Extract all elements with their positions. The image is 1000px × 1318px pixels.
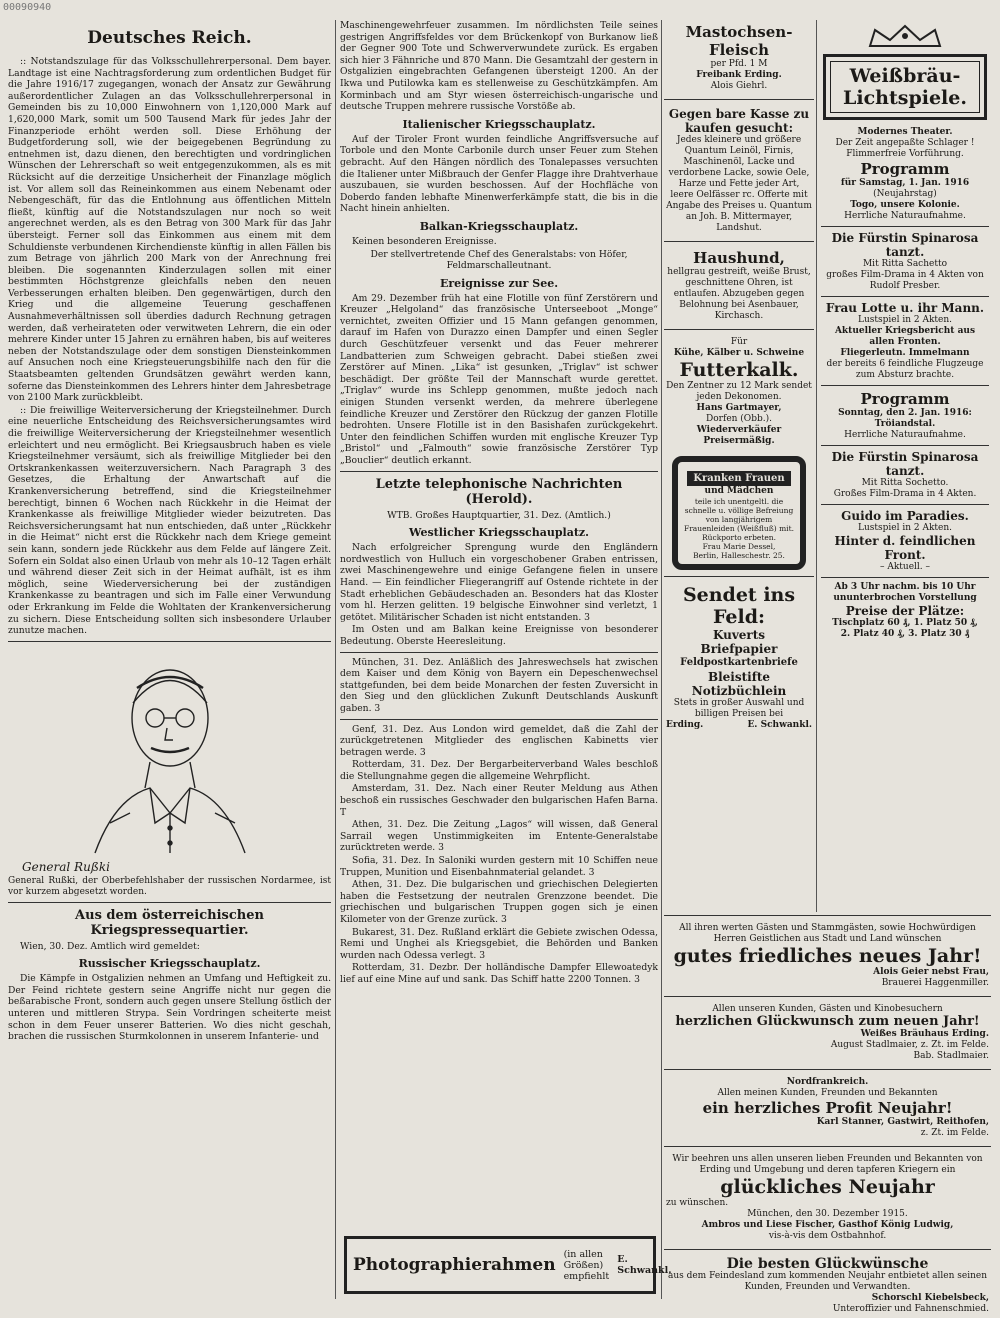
ad-oil-wanted: [664, 104, 814, 237]
subheading: Russischer Kriegsschauplatz.: [78, 957, 261, 971]
ad-headline: Die besten Glückwünsche: [726, 1256, 929, 1272]
article-paragraph: :: Notstandszulage für das Volksschullehrerpersonal. Dem bayer. Landtage ist eine Nachtragsforderung zum ordentlichen Budget für die Jahre 1916/17 zugegangen, wonach der Ansatz zur Gewährung außerordentlicher Zulagen an das Volksschullehrerpersonal in Gemeinden bis zu 10,000 Einwohnern von 1,120,000 Mark auf 1,620,000 Mark, somit um 500 Tausend Mark für jedes Jahr der Finanzperiode erhöht werden soll. Diese Erhöhung der Budgetforderung soll, wie der beigegebenen Begründung zu entnehmen ist, dazu dienen, den berechtigten und vordringlichen Wünschen der Lehrerschaft so weit entgegenzukommen, als es mit Rücksicht auf die derzeitige Unsicherheit der Finanzlage möglich ist. Vor allem soll das Reineinkommen aus einem Nebenamt oder Nebengeschäft, für das die Entlohnung aus öffentlichen Mitteln fließt, künftig auf die Notstandszulagen nur noch so weit angerechnet werden, als es den Betrag von 300 Mark für das Jahr übersteigt. Ferner soll das Einkommen aus einem mit dem Schuldienste verbundenen Kirchendienste künftig in allen Fällen bis zum Betrage von jährlich 200 Mark von der Anrechnung frei bleiben. Die sogenannten Kinderzulagen sollen mit einer bestimmten Höchstgrenze gleichfalls neben den neuen Verbesserungen erhalten bleiben. Den gegenwärtigen, durch den Krieg und die allgemeine Teuerung geschaffenen Ausnahmeverhältnissen soll überdies dadurch Rechnung getragen werden, daß verheirateten oder verwitweten Lehrern, die ein oder mehrere Kinder unter 15 Jahren zu ernähren haben, bis auf weiteres neben der Notstandszulage oder dem sonstigen Diensteinkommen auf Ansuchen noch eine Kriegsteuerungsbihilfe nach den für die Staatsbeamten geltenden Grundsätzen gewährt werden kann, soferne das Diensteinkommen des Lehrers hinter dem Jahresbetrage von 2100 Mark zurückbleibt.: [8, 56, 331, 404]
ad-text: Mit Ritta Sachetto: [862, 259, 948, 269]
ad-text: Allen unseren Kunden, Gästen und Kinobesuchern: [712, 1004, 943, 1014]
greeting-geier: [664, 920, 991, 992]
ad-headline: Frau Lotte u. ihr Mann.: [825, 301, 985, 315]
article-paragraph: Nach erfolgreicher Sprengung wurde den Engländern nordwestlich von Hulluch ein vorgeschobener Graben entrissen, zwei Maschinengewehre und einige Gefangene fielen in unsere Hand. — Ein feindlicher Fliegerangriff auf Ostende richtete in der Stadt erheblichen Gebäudeschaden an. Besonders hat das Kloster vom hl. Herzen gelitten. 19 belgische Einwohner sind verletzt, 1 getötet. Militärischer Schaden ist nicht entstanden. 3: [340, 542, 658, 623]
subheading: Ereignisse zur See.: [439, 276, 559, 290]
greeting-stanner: [664, 1074, 991, 1142]
divider: [664, 576, 814, 577]
ad-photo-frames: [344, 1236, 672, 1294]
subheading: Italienischer Kriegsschauplatz.: [402, 117, 596, 131]
dateline: WTB. Großes Hauptquartier, 31. Dez. (Amtlich.): [387, 509, 611, 521]
ad-text: Sonntag, den 2. Jan. 1916:: [838, 408, 972, 418]
divider: [340, 719, 658, 720]
greetings-block: [664, 915, 991, 1314]
ad-text: für Samstag, 1. Jan. 1916: [840, 178, 970, 188]
ad-text: (Neujahrstag): [873, 189, 937, 199]
divider: [821, 577, 989, 578]
ad-headline: herzlichen Glückwunsch zum neuen Jahr!: [675, 1014, 980, 1029]
ad-text: per Pfd. 1 M: [710, 59, 768, 69]
ad-headline: Die Fürstin Spinarosa tanzt.: [831, 231, 979, 259]
ad-text: großes Film-Drama in 4 Akten von Rudolf Presber.: [826, 270, 984, 291]
news-item: Rotterdam, 31. Dez. Der Bergarbeiterverband Wales beschloß die Stellungnahme gegen die allgemeine Wehrpflicht.: [340, 759, 658, 782]
divider: [340, 652, 658, 653]
column-2: [340, 20, 658, 1227]
ad-signature: z. Zt. im Felde.: [920, 1128, 989, 1138]
news-item: Athen, 31. Dez. Die bulgarischen und griechischen Delegierten haben die Festsetzung der neutralen Grenzzone beendet. Die griechischen und bulgarischen Truppen gogen sich je einen Kilometer von der Grenze zurück. 3: [340, 879, 658, 925]
ad-text: Kühe, Kälber u. Schweine: [673, 348, 805, 358]
divider: [821, 296, 989, 297]
ad-firm: E. Schwankl.: [617, 1254, 672, 1276]
ad-item: Kuverts: [712, 628, 766, 642]
article-paragraph: Im Osten und am Balkan keine Ereignisse von besonderer Bedeutung. Oberste Heeresleitung.: [340, 624, 658, 647]
news-item: Bukarest, 31. Dez. Rußland erklärt die Gebiete zwischen Odessa, Remi und Unghei als Kriegsgebiet, die Behörden und Banken wurden nach Odessa verlegt. 3: [340, 926, 658, 961]
section-title: Letzte telephonische Nachrichten (Herold).: [375, 476, 623, 507]
ad-signature: Bab. Stadlmaier.: [913, 1051, 989, 1061]
ad-firm: Hans Gartmayer,: [696, 403, 782, 413]
ad-text: (in allen Größen) empfiehlt: [563, 1248, 610, 1282]
ad-text: Stets in großer Auswahl und billigen Preisen bei: [673, 698, 805, 719]
ad-text: Allen meinen Kunden, Freunden und Bekannten: [717, 1088, 938, 1098]
ad-headline: Sendet ins Feld:: [682, 584, 796, 628]
ad-text: zu wünschen.: [666, 1198, 729, 1208]
ad-item: Notizbüchlein: [691, 684, 787, 698]
divider: [664, 1069, 991, 1070]
news-item: Genf, 31. Dez. Aus London wird gemeldet, daß die Zahl der zurückgetretenen Mitglieder des englischen Kabinetts vier betragen werde. 3: [340, 723, 658, 758]
ad-dog-lost: [664, 246, 814, 325]
ad-feed-lime: [664, 334, 814, 450]
ad-text: Alois Giehrl.: [710, 81, 768, 91]
ad-text: Togo, unsere Kolonie.: [850, 200, 960, 210]
column-4-cinema: [819, 20, 991, 912]
divider: [664, 915, 991, 916]
dateline: Wien, 30. Dez. Amtlich wird gemeldet:: [20, 940, 200, 952]
ad-women-health: [672, 456, 806, 570]
ad-headline: Preise der Plätze:: [845, 604, 965, 618]
ad-text: Dorfen (Obb.).: [706, 414, 772, 424]
ad-text: Herrliche Naturaufnahme.: [844, 211, 966, 221]
ad-item: Briefpapier: [700, 642, 778, 656]
ad-signature: Unteroffizier und Fahnenschmied.: [832, 1304, 989, 1314]
divider: [664, 1146, 991, 1147]
ad-text: Frau Marie Dessel,: [702, 542, 776, 551]
ad-text: Freibank Erding.: [696, 70, 782, 80]
ad-headline: ein herzliches Profit Neujahr!: [702, 1099, 953, 1117]
article-paragraph: Die Kämpfe in Ostgalizien nehmen an Umfang und Heftigkeit zu. Der Feind richtete gestern seine Angriffe nicht nur gegen die beßarabische Front, sondern auch gegen unsere Stellung östlich der unteren und mittleren Strypa. Sein Vordringen scheiterte meist schon in dem Feuer unserer Batterien. Wo dies nicht geschah, brachen die russischen Sturmkolonnen in unserem Infanterie- und: [8, 973, 331, 1043]
article-paragraph: Auf der Tiroler Front wurden feindliche Angriffsversuche auf Torbole und den Monte Carbonile durch unser Feuer zum Stehen gebracht. Auf den Hängen nördlich des Tonalepasses versuchten die Italiener unter Mißbrauch der Genfer Flagge ihre Drahtverhaue auszubauen, sie wurden beschossen. Auf der Hochfläche von Doberdo fanden lebhafte Minenwerferkämpfe statt, die bis in die Nacht hinein anhielten.: [340, 133, 658, 215]
ad-text: – Aktuell. –: [879, 562, 931, 572]
article-paragraph: :: Die freiwillige Weiterversicherung der Kriegsteilnehmer. Durch eine neuerliche Entscheidung des Reichsversicherungsamtes wird die freiwillige Weiterversicherung der Kriegsteilnehmer wesentlich erleichtert und neu ermöglicht. Bei Kriegsausbruch haben es viele Kriegsteilnehmer versäumt, sich als freiwillige Mitglieder bei den Ortskrankenkassen weiterzuversichern. Nach Paragraph 3 des Gesetzes, die Erhaltung der Anwartschaft auf die Krankenversicherung betreffend, sind die Kriegsteilnehmer berechtigt, binnen 6 Wochen nach Rückkehr in die Heimat der Krankenkasse als freiwillige Mitglieder wieder beizutreten. Das Reichsversicherungsamt hat nun entschieden, daß unter „Rückkehr in die Heimat“ nicht erst die Rückkehr nach dem Kriege gemeint sein kann, sondern jede Rückkehr aus dem Felde auf längere Zeit. Sofern ein Soldat also einen Urlaub von mehr als 10–12 Tagen erhält und während dieser Zeit sich in der Heimat aufhält, ist es ihm möglich, seine Wiederversicherung bei der zuständigen Krankenkasse zu beantragen und sich im Falle einer Verwundung oder Erkrankung im Felde die Wohltaten der Krankenversicherung zu sichern. Diese Entscheidung sollten sich insbesondere Urlauber zunutze machen.: [8, 404, 331, 637]
ad-text: und Mädchen: [704, 486, 774, 496]
ad-headline: Haushund,: [693, 249, 785, 267]
divider: [821, 226, 989, 227]
ad-text: Jedes kleinere und größere Quantum Leinöl, Firnis, Maschinenöl, Lacke und verdorbene Lacke, sowie Oele, Harze und Fette jeder Art, leere Oelfässer rc. Offerte mit Angabe des Preises u. Quantum an Joh. B. Mittermayer, Landshut.: [666, 135, 812, 233]
section-title: Deutsches Reich.: [87, 28, 252, 48]
ad-text: teile ich unentgeltl. die schnelle u. völlige Befreiung von langjährigem Frauenleiden (Weißfluß) mit. Rückporto erbeten.: [684, 497, 794, 542]
column-3-ads: [664, 20, 814, 912]
subheading: Balkan-Kriegsschauplatz.: [419, 219, 579, 233]
ad-item: Bleistifte: [707, 670, 771, 684]
crown-icon: [860, 24, 950, 50]
portrait-signature: General Rußki: [22, 859, 110, 874]
ad-text: Den Zentner zu 12 Mark sendet jeden Dekonomen.: [666, 381, 812, 402]
ad-signature: Karl Stanner, Gastwirt, Reithofen,: [816, 1117, 989, 1127]
ad-text: aus dem Feindesland zum kommenden Neujahr entbietet allen seinen Kunden, Freunden und Verwandten.: [667, 1271, 988, 1292]
ad-text: Lustspiel in 2 Akten.: [857, 523, 952, 533]
greeting-kiebelsbeck: [664, 1254, 991, 1318]
ad-text: 2. Platz 40 ₰, 3. Platz 30 ₰: [840, 629, 970, 639]
greeting-weisses-brauhaus: [664, 1001, 991, 1065]
divider: [664, 99, 814, 100]
news-item: Sofia, 31. Dez. In Saloniki wurden gestern mit 10 Schiffen neue Truppen, Munition und Eisenbahnmaterial gelandet. 3: [340, 855, 658, 878]
portrait-illustration: [8, 648, 331, 858]
ad-text: All ihren werten Gästen und Stammgästen, sowie Hochwürdigen Herren Geistlichen aus Stadt und Land wünschen: [679, 923, 976, 944]
ad-send-to-field: [664, 581, 814, 734]
ad-meat: [664, 20, 814, 95]
divider: [821, 445, 989, 446]
divider: [8, 641, 331, 642]
cinema-program: [819, 124, 991, 643]
ad-signature: Weißes Bräuhaus Erding.: [860, 1029, 989, 1039]
divider: [664, 329, 814, 330]
ad-text: Großes Film-Drama in 4 Akten.: [833, 489, 977, 499]
divider: [821, 504, 989, 505]
news-item: Rotterdam, 31. Dezbr. Der holländische Dampfer Ellewoatedyk lief auf eine Mine auf und sank. Das Schiff hatte 2200 Tonnen. 3: [340, 962, 658, 985]
column-rule: [816, 20, 817, 912]
divider: [664, 1249, 991, 1250]
ad-headline: Futterkalk.: [679, 359, 799, 381]
ad-signature: Ambros und Liese Fischer, Gasthof König Ludwig,: [701, 1220, 954, 1230]
ad-headline: Kranken Frauen: [687, 471, 790, 486]
ad-signature: Schorschl Kiebelsbeck,: [871, 1293, 989, 1303]
article-paragraph: Am 29. Dezember früh hat eine Flotille von fünf Zerstörern und Kreuzer „Helgoland“ das französische Unterseeboot „Monge“ vernichtet, zweiten Offizier und 15 Mann gefangen genommen, darauf im Hafen von Durazzo einen Dampfer und einen Segler durch Geschützfeuer versenkt und das Feuer mehrerer Landbatterien zum Schweigen gebracht. Dabei stießen zwei Zerstörer auf Minen. „Lika“ ist gesunken, „Triglav“ ist schwer beschädigt. Der größte Teil der Mannschaft wurde gerettet. „Triglav“ wurde ins Schlepp genommen, mußte jedoch nach einigen Stunden versenkt werden, da mehrere überlegene feindliche Kreuzer und Zerstörer den Rückzug der ganzen Flotille bedrohten. Unsere Flotille ist in den Basishafen zurückgekehrt. Unter den feindlichen Schiffen wurden mit englische Kreuzer Typ „Bristol“ und „Falmouth“ sowie französische Zerstörer Typ „Bouclier“ deutlich erkannt.: [340, 292, 658, 466]
ad-text: Berlin, Halleschestr. 25.: [693, 551, 785, 560]
portrait-drawing: [55, 648, 285, 858]
subheading: Westlicher Kriegsschauplatz.: [409, 526, 589, 540]
ad-item: Feldpostkartenbriefe: [680, 657, 798, 668]
ad-signature: vis-à-vis dem Ostbahnhof.: [768, 1231, 887, 1241]
ad-text: der bereits 6 feindliche Flugzeuge zum Absturz brachte.: [826, 359, 984, 380]
ad-headline: Photographierahmen: [353, 1255, 556, 1275]
ad-headline: Hinter d. feindlichen Front.: [834, 534, 976, 562]
ad-text: Für: [730, 337, 748, 347]
ad-text: Lustspiel in 2 Akten.: [857, 315, 952, 325]
ad-text: Wir beehren uns allen unseren lieben Freunden und Bekannten von Erding und Umgebung und deren tapferen Kriegern ein: [672, 1154, 983, 1175]
article-paragraph: Der stellvertretende Chef des Generalstabs: von Höfer, Feldmarschalleutnant.: [370, 248, 628, 272]
ad-title: Nordfrankreich.: [786, 1077, 869, 1087]
ad-text: Wiederverkäufer Preisermäßig.: [696, 425, 782, 446]
crown-ornament: [819, 24, 991, 50]
ad-text: Ab 3 Uhr nachm. bis 10 Uhr ununterbrochen Vorstellung: [833, 582, 977, 603]
page-id: 00090940: [3, 2, 52, 13]
ad-text: hellgrau gestreift, weiße Brust, geschnittene Ohren, ist entlaufen. Abzugeben gegen Belohnung bei Asenbauer, Kirchasch.: [667, 267, 811, 321]
ad-signature: Brauerei Haggenmiller.: [881, 978, 989, 988]
ad-text: Erding.: [666, 720, 704, 730]
divider: [340, 471, 658, 472]
cinema-title-box: [823, 54, 987, 120]
ad-headline: Die Fürstin Spinarosa tanzt.: [831, 450, 979, 478]
ad-headline: Guido im Paradies.: [841, 509, 969, 523]
ad-text: Flimmerfreie Vorführung.: [846, 149, 964, 159]
news-item: München, 31. Dez. Anläßlich des Jahreswechsels hat zwischen dem Kaiser und dem König von Bayern ein Depeschenwechsel stattgefunden, bei dem beide Monarchen der festen Zuversicht in den Sieg und den glücklichen Zukunft Deutschlands Auskunft gaben. 3: [340, 656, 658, 714]
ad-text: Der Zeit angepaßte Schlager !: [835, 138, 975, 148]
column-rule: [335, 20, 336, 1299]
ad-text: Aktueller Kriegsbericht aus allen Fronten.: [834, 326, 976, 347]
ad-firm: E. Schwankl.: [747, 720, 812, 730]
divider: [821, 385, 989, 386]
divider: [8, 902, 331, 903]
ad-signature: Alois Geier nebst Frau,: [873, 967, 989, 977]
article-paragraph: Maschinengewehrfeuer zusammen. Im nördlichsten Teile seines gestrigen Angriffsfeldes vor dem Brückenkopf von Burkanow ließ der Gegner 900 Tote und Schwerverwundete zurück. Es ergaben sich hier 3 Fähnriche und 870 Mann. Die Gesamtzahl der gestern in Ostgalizien eingebrachten Gefangenen übersteigt 1200. An der Ikwa und Putilowka kam es stellenweise zu Geschützkämpfen. Am Korminbach und am Styr wiesen österreichisch-ungarische und deutsche Truppen mehrere russische Vorstöße ab.: [340, 20, 658, 113]
ad-text: Herrliche Naturaufnahme.: [844, 430, 966, 440]
article-paragraph: Keinen besonderen Ereignisse.: [352, 235, 497, 247]
ad-signature: August Stadlmaier, z. Zt. im Felde.: [830, 1040, 989, 1050]
greeting-fischer: [664, 1151, 991, 1245]
ad-headline: Weißbräu-Lichtspiele.: [830, 61, 980, 113]
ad-text: Mit Ritta Sochetto.: [861, 478, 949, 488]
ad-headline: gutes friedliches neues Jahr!: [673, 945, 982, 967]
ad-text: Tischplatz 60 ₰, 1. Platz 50 ₰,: [832, 618, 978, 628]
ad-text: Tröiandstal.: [874, 419, 936, 429]
ad-text: München, den 30. Dezember 1915.: [747, 1209, 908, 1219]
portrait-caption: General Rußki, der Oberbefehlshaber der russischen Nordarmee, ist vor kurzem abgesetzt worden.: [8, 875, 331, 897]
divider: [664, 241, 814, 242]
column-1: [8, 20, 331, 1301]
section-title: Aus dem österreichischen Kriegspressequartier.: [75, 907, 264, 938]
ad-headline: glückliches Neujahr: [720, 1176, 935, 1198]
ad-text: Fliegerleutn. Immelmann: [840, 348, 970, 358]
divider: [664, 996, 991, 997]
ad-headline: Gegen bare Kasse zu kaufen gesucht:: [668, 107, 810, 135]
news-item: Athen, 31. Dez. Die Zeitung „Lagos“ will wissen, daß General Sarrail wegen Unstimmigkeiten im Entente-Generalstabe zurücktreten werde. 3: [340, 819, 658, 854]
ad-headline: Programm: [860, 160, 950, 178]
ad-text: Modernes Theater.: [857, 127, 953, 137]
column-rule: [661, 20, 662, 1299]
ad-headline: Programm: [860, 390, 950, 408]
ad-headline: Mastochsen-Fleisch: [685, 23, 793, 59]
news-item: Amsterdam, 31. Dez. Nach einer Reuter Meldung aus Athen beschoß ein russisches Geschwader den bulgarischen Hafen Barna. T: [340, 783, 658, 818]
